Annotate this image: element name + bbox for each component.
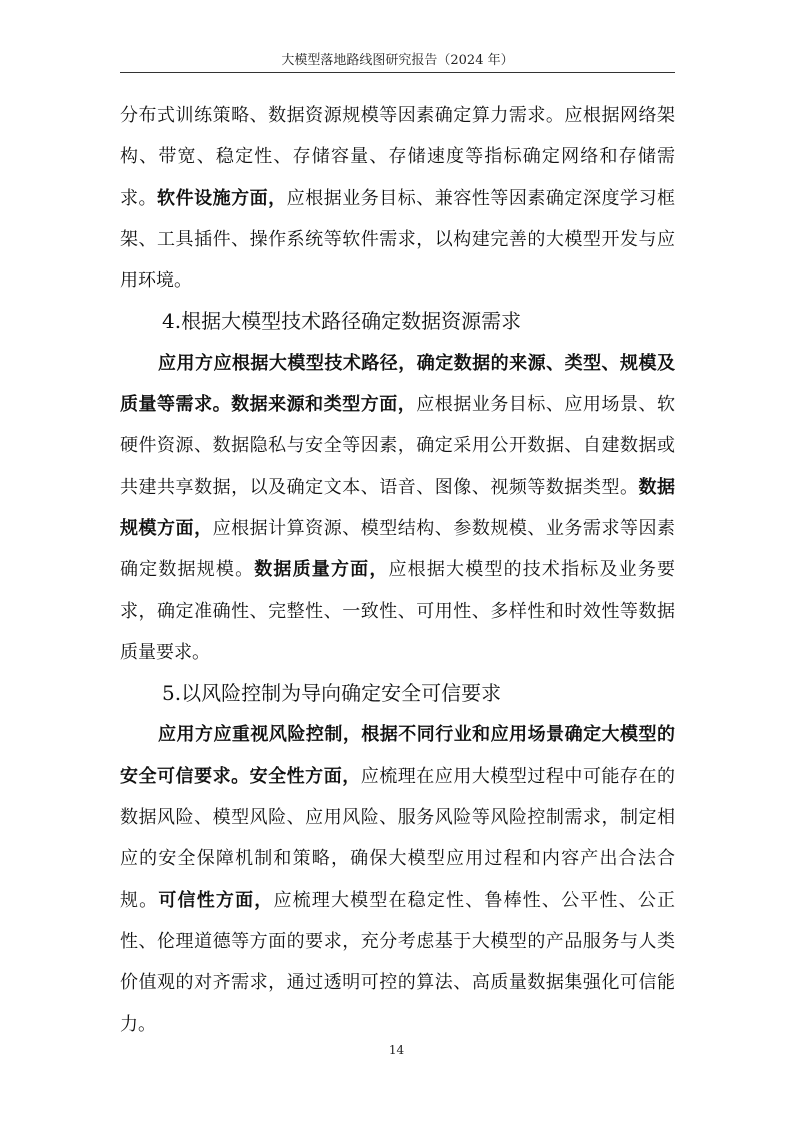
- paragraph-text: 分布式训练策略、数据资源规模等因素确定算力需求。应根据网络架构、带宽、稳定性、存储容量、存储速度等指标确定网络和存储需求。: [120, 105, 675, 209]
- paragraph-text: 应梳理在应用大模型过程中可能存在的数据风险、模型风险、应用风险、服务风险等风险控制需求，制定相应的安全保障机制和策略，确保大模型应用过程和内容产出合法合规。: [120, 765, 676, 911]
- paragraph-text: 应根据计算资源、模型结构、参数规模、业务需求等因素确定数据规模。: [120, 517, 676, 581]
- paragraph-infrastructure: [120, 95, 675, 301]
- page-number: 14: [388, 1043, 405, 1057]
- running-header: 大模型落地路线图研究报告（2024 年）: [281, 53, 514, 68]
- paragraph-data-resources: [120, 343, 675, 673]
- paragraph-text: 应梳理大模型在稳定性、鲁棒性、公平性、公正性、伦理道德等方面的要求，充分考虑基于大模型的产品服务与人类价值观的对齐需求，通过透明可控的算法、高质量数据集强化可信能力。: [120, 889, 676, 1035]
- section-heading-5: 5.以风险控制为导向确定安全可信要求: [162, 681, 502, 706]
- paragraph-text: 应根据业务目标、应用场景、软硬件资源、数据隐私与安全等因素，确定采用公开数据、自建数据或共建共享数据，以及确定文本、语音、图像、视频等数据类型。: [120, 394, 676, 498]
- bold-lead-scale: 数据规模方面，: [120, 476, 676, 539]
- bold-lead-trust: 可信性方面，: [158, 889, 274, 911]
- bold-lead-summary: 应用方应重视风险控制，根据不同行业和应用场景确定大模型的安全可信要求。: [120, 724, 675, 787]
- bold-lead-software: 软件设施方面，: [157, 187, 287, 209]
- paragraph-text: 应根据业务目标、兼容性等因素确定深度学习框架、工具插件、操作系统等软件需求，以构建完善的大模型开发与应用环境。: [120, 187, 676, 292]
- section-heading-4: 4.根据大模型技术路径确定数据资源需求: [162, 309, 522, 334]
- bold-lead-summary: 应用方应根据大模型技术路径，确定数据的来源、类型、规模及质量等需求。: [120, 352, 675, 416]
- header-rule: [120, 72, 675, 73]
- body-text: [120, 95, 675, 1045]
- paragraph-security-trust: [120, 714, 675, 1044]
- bold-lead-security: 安全性方面，: [249, 765, 361, 787]
- bold-lead-source-type: 数据来源和类型方面，: [231, 394, 417, 416]
- paragraph-text: 应根据大模型的技术指标及业务要求，确定准确性、完整性、一致性、可用性、多样性和时效性等数据质量要求。: [120, 559, 675, 663]
- bold-lead-quality: 数据质量方面，: [254, 559, 389, 581]
